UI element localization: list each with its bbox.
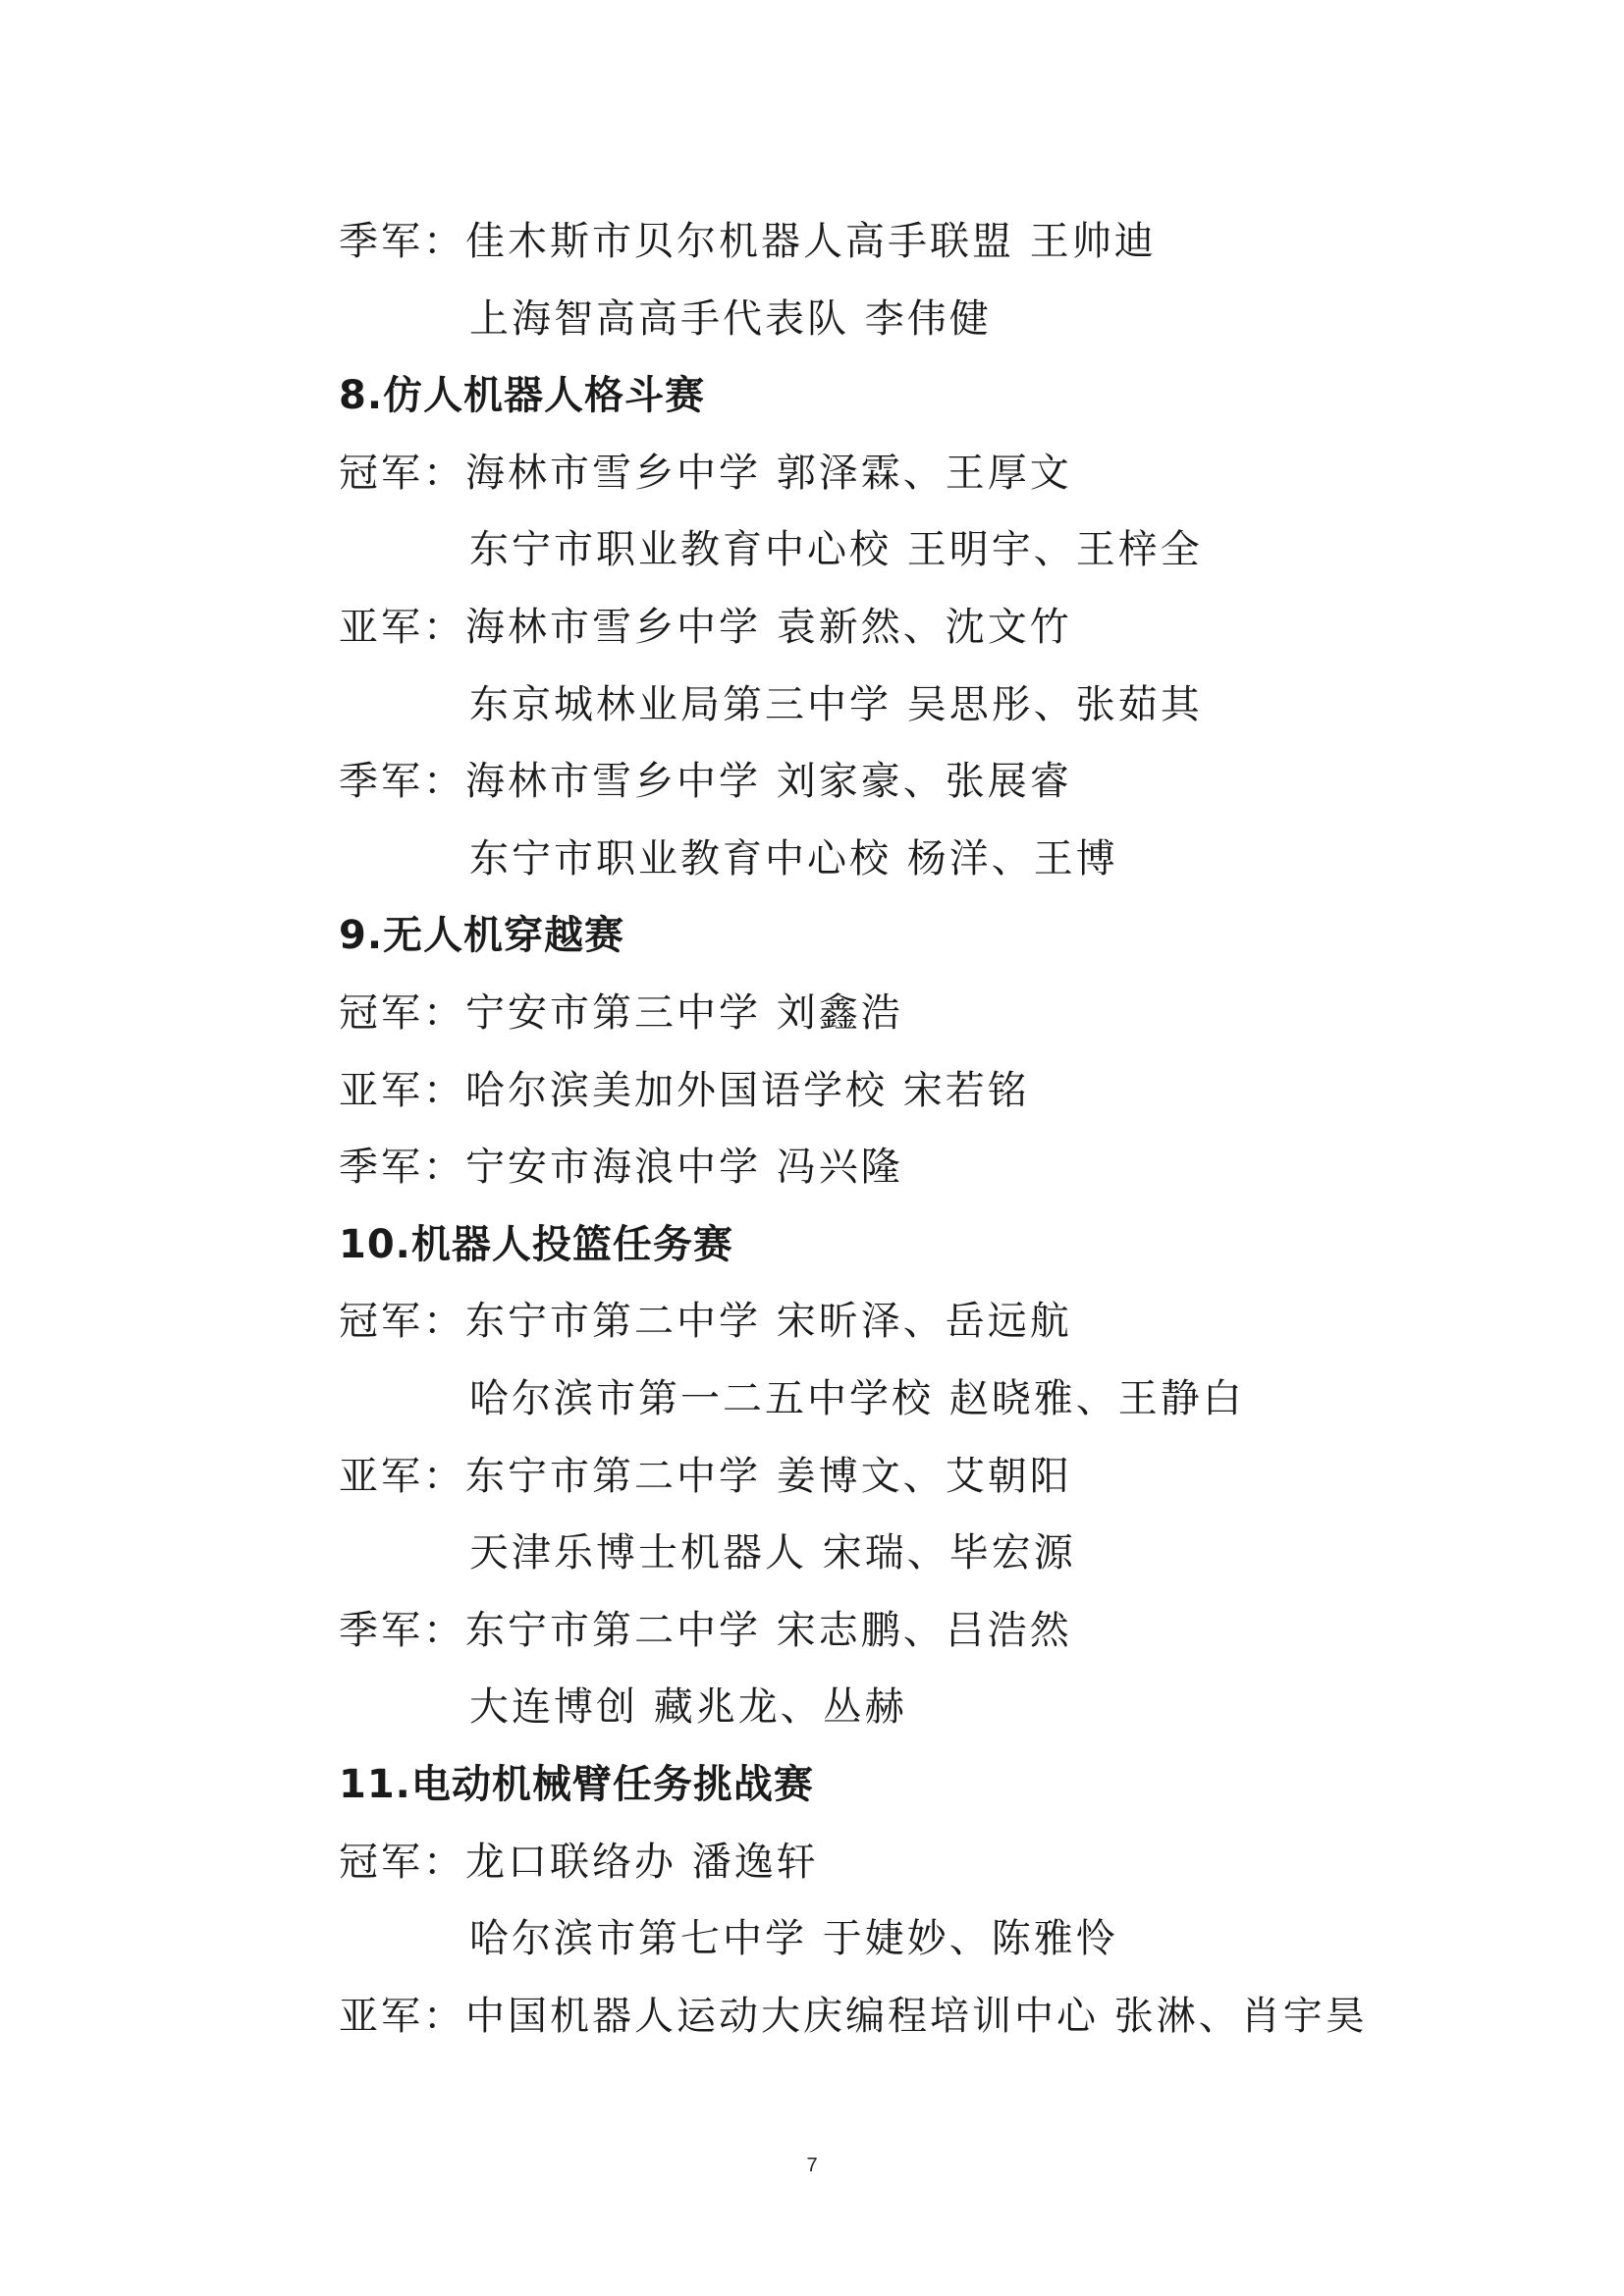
award-rank-label: 冠军： (339, 1299, 465, 1344)
award-entry (339, 758, 1072, 805)
award-entry (339, 1144, 903, 1191)
award-rank-label: 亚军： (339, 1068, 465, 1113)
award-winner-text: 中国机器人运动大庆编程培训中心 张淋、肖宇昊 (465, 1994, 1368, 2039)
section-heading: 10.机器人投篮任务赛 (339, 1222, 733, 1267)
page-number: 7 (806, 2155, 818, 2176)
award-entry (339, 1298, 1072, 1345)
award-winner-text: 大连博创 藏兆龙、丛赫 (469, 1684, 907, 1730)
award-entry-continuation (469, 1529, 1076, 1576)
award-rank-label: 季军： (339, 1145, 465, 1190)
award-winner-text: 天津乐博士机器人 宋瑞、毕宏源 (469, 1530, 1076, 1575)
award-rank-label: 亚军： (339, 1454, 465, 1499)
award-winner-text: 海林市雪乡中学 郭泽霖、王厚文 (465, 451, 1072, 496)
award-entry-continuation (469, 1683, 907, 1731)
award-winner-text: 宁安市第三中学 刘鑫浩 (465, 990, 903, 1036)
section-heading: 8.仿人机器人格斗赛 (339, 373, 706, 418)
award-rank-label: 季军： (339, 219, 465, 264)
award-entry-continuation (469, 835, 1118, 882)
award-rank-label: 冠军： (339, 990, 465, 1036)
award-entry-continuation (469, 295, 992, 343)
award-winner-text: 海林市雪乡中学 袁新然、沈文竹 (465, 605, 1072, 650)
award-winner-text: 龙口联络办 潘逸轩 (465, 1840, 819, 1885)
award-winner-text: 东宁市第二中学 姜博文、艾朝阳 (465, 1454, 1072, 1499)
award-winner-text: 佳木斯市贝尔机器人高手联盟 王帅迪 (465, 219, 1157, 264)
award-winner-text: 哈尔滨美加外国语学校 宋若铭 (465, 1068, 1030, 1113)
award-rank-label: 季军： (339, 1608, 465, 1653)
award-entry (339, 218, 1157, 265)
award-entry (339, 1607, 1072, 1654)
award-winner-text: 东宁市职业教育中心校 王明宇、王梓全 (469, 527, 1203, 572)
award-entry (339, 1839, 819, 1886)
award-entry-continuation (469, 1915, 1118, 1962)
award-rank-label: 亚军： (339, 605, 465, 650)
award-entry (339, 1993, 1368, 2040)
award-entry (339, 604, 1072, 651)
award-entry-continuation (469, 681, 1203, 728)
award-winner-text: 海林市雪乡中学 刘家豪、张展睿 (465, 759, 1072, 804)
award-rank-label: 季军： (339, 759, 465, 804)
award-winner-text: 上海智高高手代表队 李伟健 (469, 296, 992, 342)
award-entry (339, 1453, 1072, 1500)
award-winner-text: 东宁市职业教育中心校 杨洋、王博 (469, 836, 1118, 881)
award-entry-continuation (469, 526, 1203, 573)
award-entry (339, 1067, 1030, 1114)
section-heading: 11.电动机械臂任务挑战赛 (339, 1762, 814, 1807)
award-winner-text: 东京城林业局第三中学 吴思彤、张茹其 (469, 682, 1203, 727)
award-winner-text: 宁安市海浪中学 冯兴隆 (465, 1145, 903, 1190)
award-winner-text: 东宁市第二中学 宋志鹏、吕浩然 (465, 1608, 1072, 1653)
award-entry (339, 989, 903, 1037)
award-winner-text: 哈尔滨市第一二五中学校 赵晓雅、王静白 (469, 1376, 1245, 1421)
award-winner-text: 哈尔滨市第七中学 于婕妙、陈雅怜 (469, 1916, 1118, 1961)
award-entry (339, 450, 1072, 497)
award-rank-label: 冠军： (339, 1840, 465, 1885)
award-rank-label: 冠军： (339, 451, 465, 496)
award-entry-continuation (469, 1375, 1245, 1422)
section-heading: 9.无人机穿越赛 (339, 913, 625, 958)
award-rank-label: 亚军： (339, 1994, 465, 2039)
award-winner-text: 东宁市第二中学 宋昕泽、岳远航 (465, 1299, 1072, 1344)
